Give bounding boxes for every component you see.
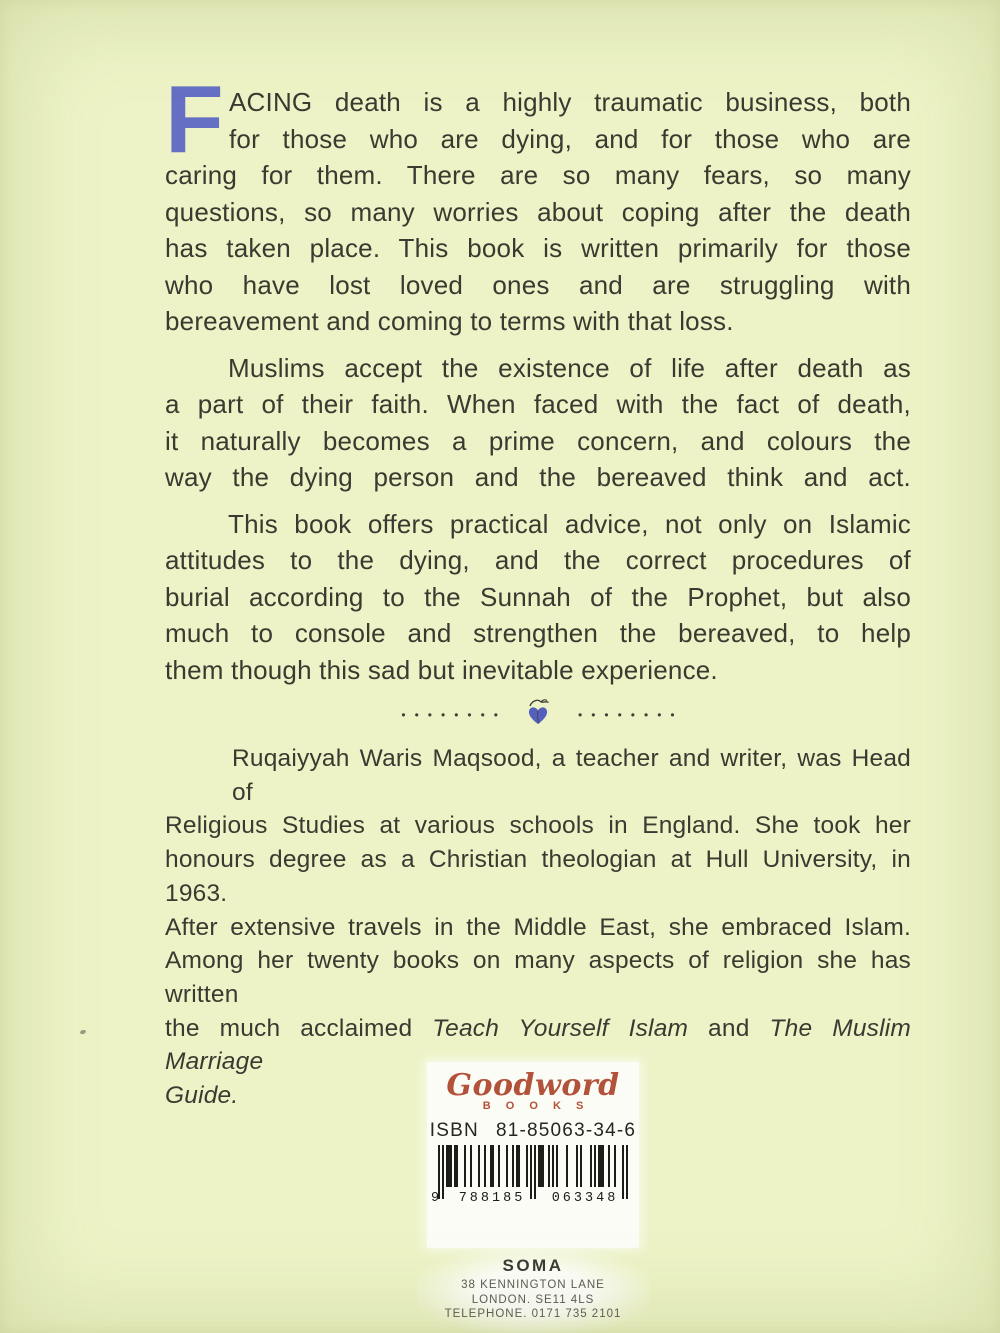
bio-line: Among her twenty books on many aspects of religion she has written (165, 947, 911, 1008)
synopsis-line: questions, so many worries about coping after the death (165, 196, 911, 227)
synopsis-line: This book offers practical advice, not only on Islamic (228, 508, 911, 539)
bio-line: Ruqaiyyah Waris Maqsood, a teacher and writer, was Head of (232, 745, 911, 806)
synopsis-line: has taken place. This book is written primarily for those (165, 233, 911, 263)
barcode (427, 1145, 639, 1203)
bio-line: Religious Studies at various schools in England. She took her (165, 812, 911, 840)
synopsis-line: them though this sad but inevitable experience. (165, 654, 718, 685)
distributor-name: SOMA (502, 1256, 564, 1275)
book-title-italic: Guide. (165, 1082, 239, 1110)
barcode-digit-left: 9 (431, 1191, 443, 1203)
synopsis-paragraph-3 (165, 506, 911, 689)
distributor-city: LONDON. SE11 4LS (471, 1293, 595, 1306)
publisher-barcode-label (427, 1062, 639, 1248)
synopsis-line: attitudes to the dying, and the correct procedures of (165, 545, 911, 575)
author-bio-paragraph (165, 742, 911, 1113)
bio-text: and (688, 1014, 770, 1042)
barcode-digits-group1: 788185 (458, 1191, 526, 1203)
distributor-phone: TELEPHONE. 0171 735 2101 (444, 1308, 622, 1320)
synopsis-paragraph-1 (165, 66, 911, 340)
isbn-row (427, 1120, 639, 1142)
divider-dots-right: •••••••• (578, 708, 684, 722)
isbn-value: 81-85063-34-6 (495, 1120, 637, 1141)
heart-flourish-icon (523, 698, 553, 733)
back-cover-text-column (165, 66, 911, 1123)
bio-line: honours degree as a Christian theologian at Hull University, in 1963. (165, 846, 911, 907)
synopsis-line: burial according to the Sunnah of the Prophet, but also (165, 581, 911, 612)
synopsis-line: it naturally becomes a prime concern, and colours the (165, 425, 911, 456)
synopsis-line: ACING death is a highly traumatic business, both (229, 87, 911, 117)
bio-text: the much acclaimed (165, 1014, 433, 1042)
section-divider (165, 698, 911, 732)
synopsis-line: for those who are dying, and for those who are (229, 123, 911, 154)
synopsis-paragraph-2 (165, 350, 911, 496)
divider-dots-left: •••••••• (401, 708, 507, 722)
book-title-italic: The Muslim Marriage (165, 1014, 911, 1076)
drop-cap-letter: F (165, 66, 224, 173)
distributor-address: 38 KENNINGTON LANE (461, 1279, 605, 1291)
synopsis-line: who have lost loved ones and are struggling with (165, 269, 911, 300)
barcode-svg (430, 1145, 636, 1203)
isbn-label: ISBN (429, 1120, 479, 1141)
synopsis-line: Muslims accept the existence of life after death as (228, 352, 911, 383)
book-title-italic: Teach Yourself Islam (432, 1014, 689, 1042)
print-speck (79, 1029, 86, 1035)
drop-cap-container (165, 66, 229, 173)
synopsis-line: way the dying person and the bereaved think and act. (165, 462, 911, 492)
publisher-logo-subtitle: B O O K S (482, 1100, 590, 1112)
synopsis-line: much to console and strengthen the bereaved, to help (165, 618, 911, 648)
barcode-digits-group2: 063348 (551, 1191, 619, 1203)
bio-line: After extensive travels in the Middle East, she embraced Islam. (165, 913, 911, 941)
synopsis-line: bereavement and coming to terms with that loss. (165, 306, 734, 336)
synopsis-line: a part of their faith. When faced with the fact of death, (165, 389, 911, 419)
distributor-block (417, 1248, 649, 1333)
publisher-logo: Goodword (446, 1068, 620, 1103)
synopsis-line: caring for them. There are so many fears, so many (165, 160, 911, 190)
